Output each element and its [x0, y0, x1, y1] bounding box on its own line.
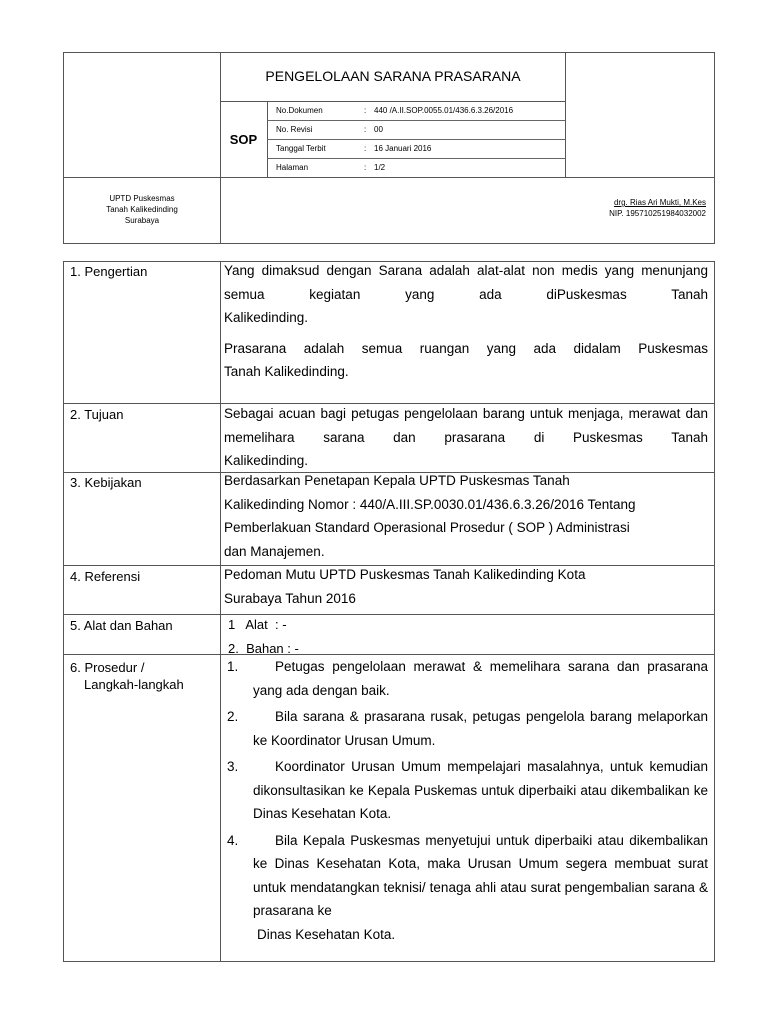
meta-value-halaman: 1/2	[374, 163, 386, 172]
org-line: Surabaya	[124, 216, 160, 225]
section-content-pengertian	[224, 259, 708, 384]
signatory-name: drg. Rias Ari Mukti, M.Kes	[613, 198, 706, 207]
section-label-referensi: 4. Referensi	[70, 569, 141, 584]
bahan-item: 2. Bahan : -	[228, 641, 299, 656]
section-content-kebijakan	[224, 469, 708, 563]
step-number: 3.	[227, 759, 239, 774]
meta-key-halaman: Halaman	[276, 163, 309, 172]
step-text: Bila Kepala Puskesmas menyetujui untuk diperbaiki atau dikembalikan ke Dinas Kesehatan Kota, maka Urusan Umum segera membuat surat untuk mendatangkan teknisi/ tenaga ahli atau surat pengembalian sarana & prasarana ke	[253, 832, 708, 918]
signatory-nip: NIP. 195710251984032002	[609, 209, 706, 218]
sop-label: SOP	[229, 132, 258, 147]
text-line: Surabaya Tahun 2016	[224, 590, 356, 606]
procedure-step	[224, 655, 708, 702]
org-line: UPTD Puskesmas	[109, 194, 175, 203]
meta-key-no-dokumen: No.Dokumen	[276, 106, 323, 115]
section-content-prosedur	[224, 655, 708, 946]
meta-value-tanggal-terbit: 16 Januari 2016	[374, 144, 432, 153]
meta-colon: :	[364, 106, 367, 115]
document-title: PENGELOLAAN SARANA PRASARANA	[265, 68, 521, 84]
paragraph-end: Kalikedinding.	[224, 310, 309, 325]
label-line: 6. Prosedur /	[70, 660, 145, 675]
organization-name	[64, 193, 220, 226]
text-line: dan Manajemen.	[224, 543, 325, 559]
paragraph: Sebagai acuan bagi petugas pengelolaan barang untuk menjaga, merawat dan memelihara sarana dan prasarana di Puskesmas Tanah	[224, 406, 708, 445]
text-line: Pedoman Mutu UPTD Puskesmas Tanah Kalikedinding Kota	[224, 567, 586, 582]
procedure-step	[224, 705, 708, 752]
meta-colon: :	[364, 163, 367, 172]
org-line: Tanah Kalikedinding	[106, 205, 178, 214]
text-line: Kalikedinding Nomor : 440/A.III.SP.0030.01/436.6.3.26/2016 Tentang	[224, 496, 636, 512]
step-number: 4.	[227, 832, 239, 848]
procedure-step	[224, 755, 708, 826]
paragraph: Yang dimaksud dengan Sarana adalah alat-alat non medis yang menunjang semua kegiatan yang ada diPuskesmas Tanah	[224, 263, 708, 302]
section-label-tujuan: 2. Tujuan	[70, 407, 124, 422]
step-number: 1.	[227, 659, 239, 674]
text-line: Pemberlakuan Standard Operasional Prosedur ( SOP ) Administrasi	[224, 520, 630, 535]
step-text: Koordinator Urusan Umum mempelajari masalahnya, untuk kemudian dikonsultasikan ke Kepala Puskemas untuk diperbaiki atau dikembalikan ke Dinas Kesehatan Kota.	[253, 759, 708, 821]
meta-key-tanggal-terbit: Tanggal Terbit	[276, 144, 326, 153]
section-label-kebijakan: 3. Kebijakan	[70, 475, 142, 490]
paragraph-end: Tanah Kalikedinding.	[224, 364, 349, 379]
alat-item: 1 Alat : -	[228, 617, 287, 632]
meta-key-no-revisi: No. Revisi	[276, 125, 313, 134]
paragraph-end: Kalikedinding.	[224, 453, 309, 468]
meta-colon: :	[364, 144, 367, 153]
paragraph: Prasarana adalah semua ruangan yang ada didalam Puskesmas	[224, 340, 708, 356]
text-line: Berdasarkan Penetapan Kepala UPTD Puskesmas Tanah	[224, 473, 570, 488]
meta-value-no-dokumen: 440 /A.II.SOP.0055.01/436.6.3.26/2016	[374, 106, 514, 115]
meta-colon: :	[364, 125, 367, 134]
section-label-prosedur	[70, 659, 216, 693]
section-content-tujuan	[224, 402, 708, 473]
step-text: Bila sarana & prasarana rusak, petugas pengelola barang melaporkan ke Koordinator Urusan Umum.	[253, 709, 708, 748]
procedure-step	[224, 829, 708, 923]
step-text-end: Dinas Kesehatan Kota.	[257, 926, 396, 942]
section-label-pengertian: 1. Pengertian	[70, 264, 148, 279]
section-content-referensi	[224, 563, 708, 610]
step-text: Petugas pengelolaan merawat & memelihara sarana dan prasarana yang ada dengan baik.	[253, 659, 708, 698]
step-number: 2.	[227, 709, 239, 724]
meta-value-no-revisi: 00	[374, 125, 383, 134]
label-line: Langkah-langkah	[84, 677, 184, 692]
section-label-alat-bahan: 5. Alat dan Bahan	[70, 618, 173, 633]
